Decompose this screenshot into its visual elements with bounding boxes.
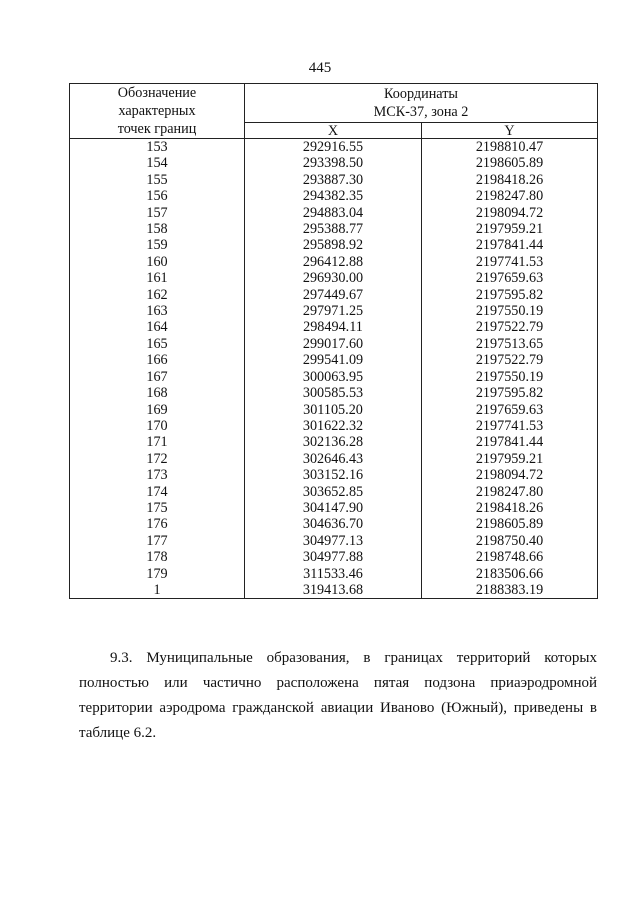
y-coordinate-cell: 2197595.82: [422, 287, 598, 303]
point-number-cell: 171: [70, 434, 245, 450]
coordinates-header-line-1: Координаты: [384, 86, 458, 103]
y-coordinate-cell: 2198748.66: [422, 549, 598, 565]
x-coordinate-cell: 303152.16: [245, 467, 422, 483]
table-row: [70, 254, 598, 270]
point-number-cell: 176: [70, 516, 245, 532]
table-row: [70, 484, 598, 500]
point-number-cell: 170: [70, 418, 245, 434]
table-row: [70, 336, 598, 352]
x-coordinate-cell: 319413.68: [245, 582, 422, 599]
coordinates-table: [69, 83, 598, 599]
table-row: [70, 516, 598, 532]
point-number-cell: 178: [70, 549, 245, 565]
x-coordinate-cell: 304636.70: [245, 516, 422, 532]
point-header-line-3: точек границ: [117, 121, 197, 137]
table-row: [70, 270, 598, 286]
y-coordinate-cell: 2197959.21: [422, 451, 598, 467]
table-header: [70, 84, 598, 139]
point-number-cell: 159: [70, 237, 245, 253]
x-coordinate-cell: 294883.04: [245, 205, 422, 221]
y-coordinate-cell: 2198605.89: [422, 516, 598, 532]
y-coordinate-cell: 2198605.89: [422, 155, 598, 171]
x-coordinate-cell: 303652.85: [245, 484, 422, 500]
y-coordinate-cell: 2198810.47: [422, 139, 598, 156]
y-coordinate-cell: 2197522.79: [422, 319, 598, 335]
point-number-cell: 175: [70, 500, 245, 516]
body-paragraph: 9.3. Муниципальные образования, в границах территорий которых полностью или частично расположена пятая подзона приаэродромной территории аэродрома гражданской авиации Иваново (Южный), приведены в таблице 6.2.: [79, 650, 597, 741]
x-coordinate-cell: 302136.28: [245, 434, 422, 450]
table-row: [70, 221, 598, 237]
point-header-line-1: Обозначение: [117, 85, 197, 101]
table-row: [70, 155, 598, 171]
point-number-cell: 1: [70, 582, 245, 599]
point-number-cell: 161: [70, 270, 245, 286]
point-number-cell: 158: [70, 221, 245, 237]
x-coordinate-cell: 292916.55: [245, 139, 422, 156]
y-coordinate-cell: 2197841.44: [422, 237, 598, 253]
y-column-header: Y: [422, 123, 598, 139]
x-coordinate-cell: 293887.30: [245, 172, 422, 188]
table-row: [70, 287, 598, 303]
x-coordinate-cell: 300063.95: [245, 369, 422, 385]
x-coordinate-cell: 298494.11: [245, 319, 422, 335]
table-row: [70, 467, 598, 483]
y-coordinate-cell: 2198094.72: [422, 467, 598, 483]
point-number-cell: 179: [70, 566, 245, 582]
y-coordinate-cell: 2198750.40: [422, 533, 598, 549]
table-row: [70, 303, 598, 319]
x-coordinate-cell: 295388.77: [245, 221, 422, 237]
point-number-cell: 173: [70, 467, 245, 483]
table-row: [70, 205, 598, 221]
table-row: [70, 451, 598, 467]
point-number-cell: 154: [70, 155, 245, 171]
x-coordinate-cell: 304977.88: [245, 549, 422, 565]
point-header-line-2: характерных: [118, 103, 196, 119]
point-number-cell: 162: [70, 287, 245, 303]
point-number-cell: 177: [70, 533, 245, 549]
y-coordinate-cell: 2183506.66: [422, 566, 598, 582]
y-coordinate-cell: 2197513.65: [422, 336, 598, 352]
point-designation-header: [70, 84, 245, 139]
table-row: [70, 418, 598, 434]
point-number-cell: 166: [70, 352, 245, 368]
coordinates-header-line-2: МСК-37, зона 2: [373, 104, 469, 121]
page-number: 445: [308, 60, 332, 76]
table-body: [70, 139, 598, 599]
table-row: [70, 434, 598, 450]
y-coordinate-cell: 2197659.63: [422, 270, 598, 286]
point-number-cell: 165: [70, 336, 245, 352]
table-row: [70, 533, 598, 549]
x-coordinate-cell: 295898.92: [245, 237, 422, 253]
y-coordinate-cell: 2197841.44: [422, 434, 598, 450]
x-coordinate-cell: 301105.20: [245, 402, 422, 418]
y-coordinate-cell: 2197741.53: [422, 254, 598, 270]
y-coordinate-cell: 2197522.79: [422, 352, 598, 368]
x-coordinate-cell: 302646.43: [245, 451, 422, 467]
point-number-cell: 163: [70, 303, 245, 319]
x-coordinate-cell: 299541.09: [245, 352, 422, 368]
point-number-cell: 167: [70, 369, 245, 385]
x-coordinate-cell: 299017.60: [245, 336, 422, 352]
y-coordinate-cell: 2198247.80: [422, 188, 598, 204]
table-row: [70, 385, 598, 401]
y-coordinate-cell: 2198247.80: [422, 484, 598, 500]
coordinates-header: [245, 84, 598, 123]
x-coordinate-cell: 296412.88: [245, 254, 422, 270]
y-coordinate-cell: 2198418.26: [422, 500, 598, 516]
y-coordinate-cell: 2198094.72: [422, 205, 598, 221]
point-number-cell: 155: [70, 172, 245, 188]
table-row: [70, 139, 598, 156]
y-coordinate-cell: 2197959.21: [422, 221, 598, 237]
table-row: [70, 188, 598, 204]
y-coordinate-cell: 2197659.63: [422, 402, 598, 418]
y-coordinate-cell: 2197595.82: [422, 385, 598, 401]
table-row: [70, 369, 598, 385]
table-row: [70, 172, 598, 188]
x-coordinate-cell: 294382.35: [245, 188, 422, 204]
y-coordinate-cell: 2197741.53: [422, 418, 598, 434]
y-coordinate-cell: 2197550.19: [422, 369, 598, 385]
table-row: [70, 582, 598, 599]
x-coordinate-cell: 297449.67: [245, 287, 422, 303]
x-coordinate-cell: 311533.46: [245, 566, 422, 582]
table-row: [70, 549, 598, 565]
point-number-cell: 174: [70, 484, 245, 500]
x-coordinate-cell: 300585.53: [245, 385, 422, 401]
x-coordinate-cell: 297971.25: [245, 303, 422, 319]
x-coordinate-cell: 296930.00: [245, 270, 422, 286]
table-row: [70, 352, 598, 368]
y-coordinate-cell: 2198418.26: [422, 172, 598, 188]
point-number-cell: 164: [70, 319, 245, 335]
point-number-cell: 168: [70, 385, 245, 401]
point-number-cell: 169: [70, 402, 245, 418]
x-coordinate-cell: 293398.50: [245, 155, 422, 171]
point-number-cell: 157: [70, 205, 245, 221]
y-coordinate-cell: 2197550.19: [422, 303, 598, 319]
table-row: [70, 319, 598, 335]
table-row: [70, 237, 598, 253]
y-coordinate-cell: 2188383.19: [422, 582, 598, 599]
table-row: [70, 500, 598, 516]
point-number-cell: 172: [70, 451, 245, 467]
x-coordinate-cell: 304147.90: [245, 500, 422, 516]
point-number-cell: 156: [70, 188, 245, 204]
table-row: [70, 402, 598, 418]
table-row: [70, 566, 598, 582]
point-number-cell: 153: [70, 139, 245, 156]
x-column-header: X: [245, 123, 422, 139]
x-coordinate-cell: 304977.13: [245, 533, 422, 549]
point-number-cell: 160: [70, 254, 245, 270]
x-coordinate-cell: 301622.32: [245, 418, 422, 434]
